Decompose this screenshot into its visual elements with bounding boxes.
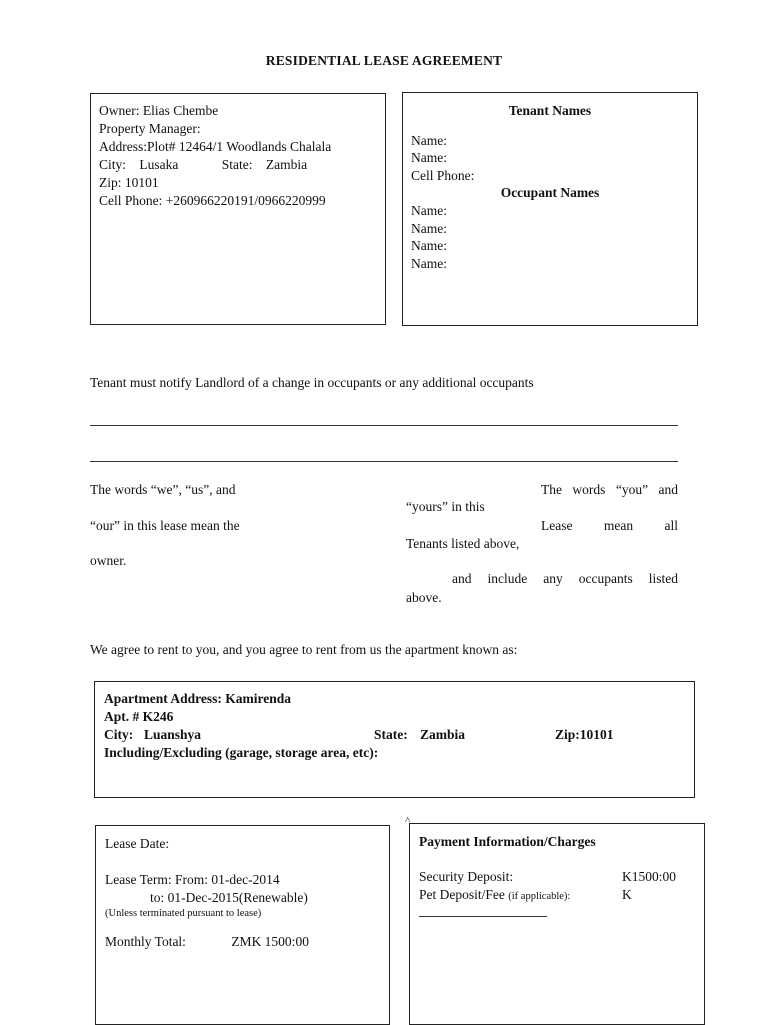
apartment-city-label: City:	[104, 727, 134, 742]
definition-right-3a: and include any occupants listed	[452, 571, 678, 586]
definition-left-1: The words “we”, “us”, and	[90, 482, 236, 497]
apartment-address: Apartment Address: Kamirenda	[104, 691, 292, 706]
definition-right-1b: “yours” in this	[406, 499, 485, 514]
blank-line[interactable]	[90, 461, 678, 462]
manager-line: Property Manager:	[99, 121, 201, 136]
city-value: Lusaka	[139, 157, 179, 172]
definition-right-1a: The words “you” and	[541, 482, 678, 497]
blank-line[interactable]	[419, 916, 547, 917]
tenant-name-field[interactable]: Name:	[411, 132, 447, 148]
pet-note: (if applicable):	[508, 891, 571, 902]
payment-box	[409, 823, 705, 1025]
occupant-name-field[interactable]: Name:	[411, 238, 447, 254]
zip-line: Zip: 10101	[99, 175, 159, 190]
occupant-names-heading: Occupant Names	[500, 185, 600, 201]
apartment-city-line	[104, 726, 685, 744]
occupant-name-field[interactable]: Name:	[411, 220, 447, 236]
security-deposit-value: K1500:00	[622, 869, 676, 884]
pet-deposit-line	[419, 886, 695, 904]
definition-left-2: “our” in this lease mean the	[90, 518, 240, 533]
tenant-names-heading: Tenant Names	[508, 103, 592, 118]
city-state-line	[99, 156, 377, 174]
security-deposit-label: Security Deposit:	[419, 869, 514, 884]
security-deposit-line	[419, 868, 695, 886]
occupant-name-field[interactable]: Name:	[411, 202, 447, 218]
definition-left-3: owner.	[90, 553, 127, 568]
notify-text: Tenant must notify Landlord of a change in occupants or any additional occupants	[90, 375, 534, 390]
tenant-name-field[interactable]: Name:	[411, 150, 447, 166]
payment-heading: Payment Information/Charges	[419, 834, 596, 849]
apartment-number: Apt. # K246	[104, 709, 174, 724]
page-title: RESIDENTIAL LEASE AGREEMENT	[265, 53, 503, 68]
state-value: Zambia	[265, 157, 308, 172]
address-line: Address:Plot# 12464/1 Woodlands Chalala	[99, 139, 332, 154]
state-label: State:	[221, 157, 253, 172]
monthly-total-value: ZMK 1500:00	[231, 934, 309, 949]
apartment-box	[94, 681, 695, 798]
caret-mark: ^	[405, 815, 411, 827]
tenant-phone-field[interactable]: Cell Phone:	[411, 167, 475, 183]
phone-line: Cell Phone: +260966220191/0966220999	[99, 193, 326, 208]
apartment-state-label: State:	[374, 727, 408, 742]
definition-right-3b: above.	[406, 590, 442, 605]
city-label: City:	[99, 157, 127, 172]
lease-term-to: to: 01-Dec-2015(Renewable)	[150, 890, 308, 905]
pet-label-text: Pet Deposit/Fee	[419, 887, 505, 902]
word: Lease	[541, 518, 573, 533]
blank-line[interactable]	[90, 425, 678, 426]
monthly-total-label: Monthly Total:	[105, 934, 186, 949]
definition-right-2a	[541, 517, 678, 535]
monthly-total-line	[105, 933, 380, 951]
lease-box	[95, 825, 390, 1025]
owner-box	[90, 93, 386, 325]
pet-deposit-value: K	[622, 887, 632, 902]
tenant-box	[402, 92, 698, 326]
lease-date-label: Lease Date:	[105, 836, 170, 851]
including-excluding: Including/Excluding (garage, storage area, etc):	[104, 745, 379, 760]
apartment-state: Zambia	[420, 727, 466, 742]
apartment-city: Luanshya	[144, 727, 202, 742]
word: mean	[603, 518, 634, 533]
apartment-zip: Zip:10101	[555, 727, 614, 742]
occupant-name-field[interactable]: Name:	[411, 255, 447, 271]
pet-deposit-label	[419, 886, 570, 906]
definition-right-2b: Tenants listed above,	[406, 536, 520, 551]
word: all	[664, 518, 678, 533]
owner-line: Owner: Elias Chembe	[99, 103, 219, 118]
agree-text: We agree to rent to you, and you agree to rent from us the apartment known as:	[90, 642, 518, 657]
lease-term-from: Lease Term: From: 01-dec-2014	[105, 872, 280, 887]
unless-note: (Unless terminated pursuant to lease)	[105, 908, 262, 919]
